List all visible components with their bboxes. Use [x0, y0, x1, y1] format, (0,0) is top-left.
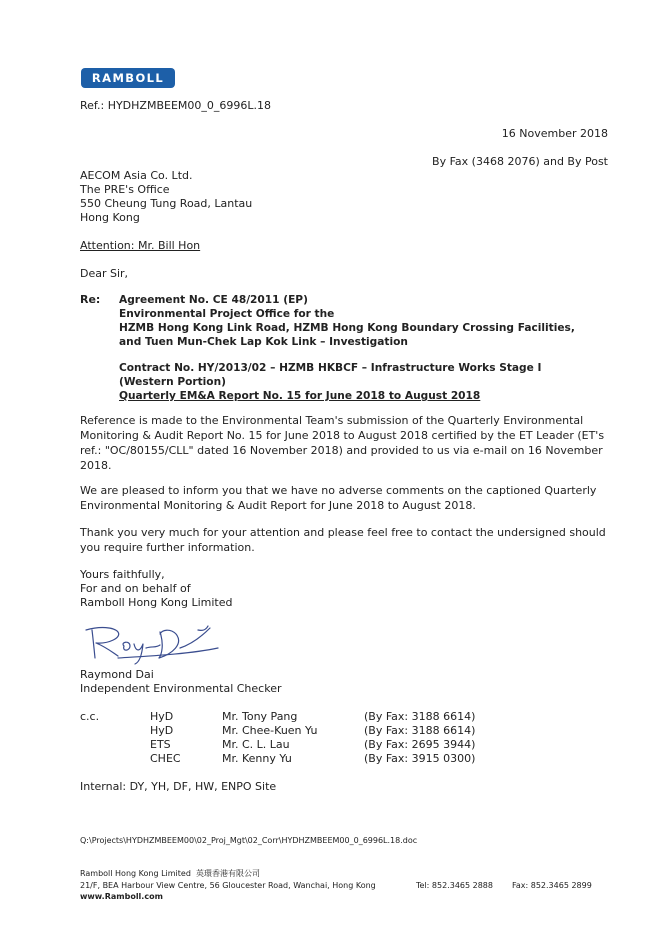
body-paragraph-comments: We are pleased to inform you that we have no adverse comments on the captioned Quarterly Environmental Monitoring & Audit Report for June 2018 to August 2018. — [80, 484, 597, 512]
letter-date: 16 November 2018 — [501, 127, 608, 140]
closing-line: Yours faithfully, — [80, 568, 165, 581]
reference-number: Ref.: HYDHZMBEEM00_0_6996L.18 — [80, 99, 271, 112]
re-subject-line: and Tuen Mun-Chek Lap Kok Link – Investigation — [119, 336, 408, 348]
address-line: AECOM Asia Co. Ltd. — [80, 169, 193, 182]
cc-recipient: Mr. C. L. Lau — [222, 738, 290, 751]
re-subject-block — [119, 293, 614, 349]
footer-website: www.Ramboll.com — [80, 892, 163, 901]
re-contract-block — [119, 361, 614, 403]
closing-line: Ramboll Hong Kong Limited — [80, 596, 233, 609]
re-subject-line: HZMB Hong Kong Link Road, HZMB Hong Kong Boundary Crossing Facilities, — [119, 322, 575, 334]
body-paragraph-thanks: Thank you very much for your attention and please feel free to contact the undersigned should you require further information. — [80, 526, 606, 554]
footer-company — [80, 868, 260, 879]
body-paragraph-reference: Reference is made to the Environmental Team's submission of the Quarterly Environmental Monitoring & Audit Report No. 15 for June 2018 to August 2018 certified by the ET Leader (ET's ref.: "OC/80155/CLL" dated 16 November 2018) and provided to us via e-mail on 16 November 2018. — [80, 414, 605, 472]
file-path: Q:\Projects\HYDHZMBEEM00\02_Proj_Mgt\02_Corr\HYDHZMBEEM00_0_6996L.18.doc — [80, 836, 418, 845]
handwritten-signature — [80, 618, 230, 666]
address-line: The PRE's Office — [80, 183, 170, 196]
re-label: Re: — [80, 293, 101, 306]
cc-recipient: Mr. Chee-Kuen Yu — [222, 724, 318, 737]
cc-org: CHEC — [150, 752, 181, 765]
footer-fax: Fax: 852.3465 2899 — [512, 881, 592, 890]
re-contract-line: Contract No. HY/2013/02 – HZMB HKBCF – Infrastructure Works Stage I — [119, 362, 542, 374]
attention-line: Attention: Mr. Bill Hon — [80, 239, 201, 252]
re-subject-line: Environmental Project Office for the — [119, 308, 335, 320]
internal-distribution: Internal: DY, YH, DF, HW, ENPO Site — [80, 780, 277, 793]
footer-company-chinese: 英環香港有限公司 — [196, 869, 260, 878]
cc-org: ETS — [150, 738, 171, 751]
cc-recipient: Mr. Kenny Yu — [222, 752, 292, 765]
logo-text: RAMBOLL — [91, 71, 165, 85]
re-subject-line: Agreement No. CE 48/2011 (EP) — [119, 294, 308, 306]
re-contract-line: (Western Portion) — [119, 376, 226, 388]
address-line: Hong Kong — [80, 211, 140, 224]
cc-fax: (By Fax: 3188 6614) — [364, 710, 476, 723]
footer-tel: Tel: 852.3465 2888 — [416, 881, 493, 890]
cc-recipient: Mr. Tony Pang — [222, 710, 298, 723]
cc-label: c.c. — [80, 710, 100, 723]
cc-fax: (By Fax: 2695 3944) — [364, 738, 476, 751]
delivery-method: By Fax (3468 2076) and By Post — [432, 155, 608, 168]
cc-fax: (By Fax: 3188 6614) — [364, 724, 476, 737]
signer-name: Raymond Dai — [80, 668, 154, 681]
signer-title: Independent Environmental Checker — [80, 682, 282, 695]
cc-fax: (By Fax: 3915 0300) — [364, 752, 476, 765]
salutation: Dear Sir, — [80, 267, 129, 280]
ramboll-logo — [81, 68, 175, 88]
cc-org: HyD — [150, 724, 174, 737]
footer-address: 21/F, BEA Harbour View Centre, 56 Gloucester Road, Wanchai, Hong Kong — [80, 881, 376, 890]
closing-line: For and on behalf of — [80, 582, 191, 595]
footer-company-name: Ramboll Hong Kong Limited — [80, 869, 191, 878]
re-report-title: Quarterly EM&A Report No. 15 for June 2018 to August 2018 — [119, 390, 481, 402]
cc-org: HyD — [150, 710, 174, 723]
address-line: 550 Cheung Tung Road, Lantau — [80, 197, 253, 210]
